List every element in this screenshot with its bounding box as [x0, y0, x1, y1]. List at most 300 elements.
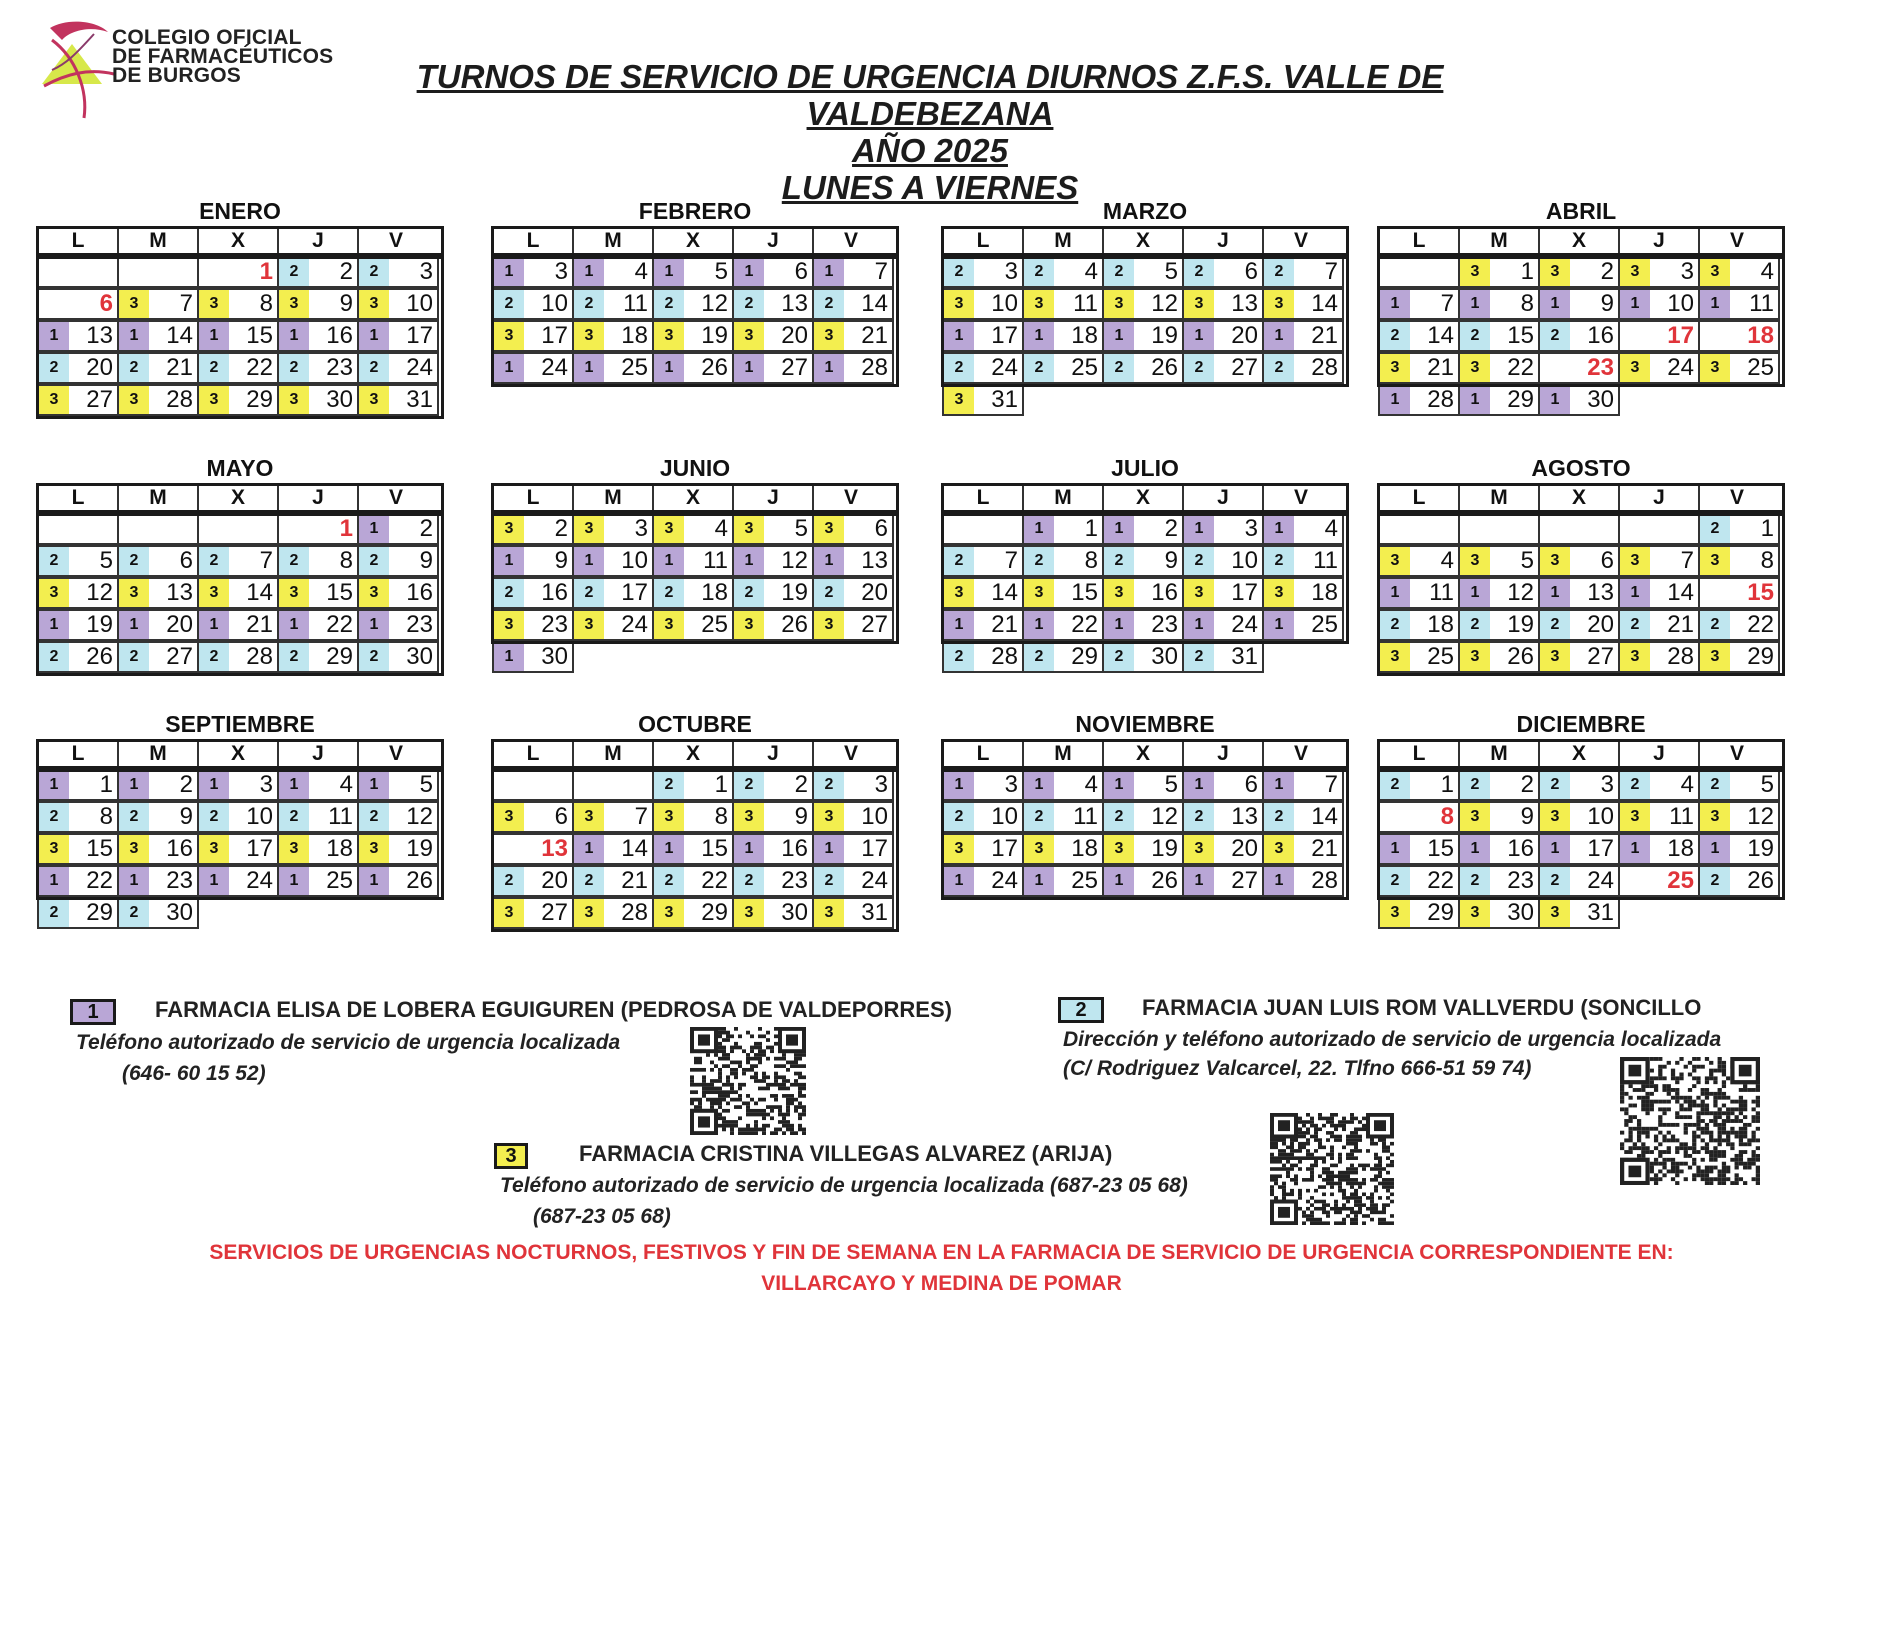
shift-number: 3: [1620, 354, 1650, 382]
shift-number: 2: [119, 547, 149, 575]
day-cell: [1022, 769, 1104, 801]
day-number: 15: [701, 835, 728, 862]
pharmacy-1-phone: (646- 60 15 52): [122, 1062, 266, 1085]
shift-number: 3: [1540, 803, 1570, 831]
shift-number: 1: [1380, 386, 1410, 414]
day-number: 7: [259, 547, 273, 574]
day-cell: [1102, 801, 1184, 833]
day-number: 25: [326, 867, 353, 894]
day-cell: [942, 577, 1024, 609]
day-number: 10: [1667, 290, 1694, 317]
day-number: 27: [166, 643, 193, 670]
day-cell: [1102, 513, 1184, 545]
day-cell: [1102, 320, 1184, 352]
day-number: 16: [326, 322, 353, 349]
day-cell: [1458, 256, 1540, 288]
empty-cell: [117, 513, 199, 545]
day-cell: [572, 801, 654, 833]
day-cell: [492, 545, 574, 577]
day-cell: [117, 577, 199, 609]
day-number: 16: [1587, 322, 1614, 349]
weekday-label: L: [494, 742, 574, 766]
shift-number: 3: [1460, 547, 1490, 575]
day-cell: [1378, 545, 1460, 577]
shift-number: 2: [1264, 354, 1294, 382]
weekday-label: V: [388, 229, 403, 252]
legend-box-2: 2: [1058, 997, 1104, 1023]
weekday-label: L: [39, 229, 119, 253]
day-number: 24: [991, 354, 1018, 381]
day-cell: [942, 609, 1024, 641]
shift-number: 1: [574, 547, 604, 575]
footer-line: SERVICIOS DE URGENCIAS NOCTURNOS, FESTIVOS Y FIN DE SEMANA EN LA FARMACIA DE SERVICIO DE URGENCIA CORRESPONDIENTE EN:: [209, 1241, 1674, 1264]
day-number: 3: [419, 258, 433, 285]
day-number: 16: [781, 835, 808, 862]
day-cell: [1538, 320, 1620, 352]
weekday-header: [1377, 483, 1785, 513]
shift-number: 2: [1460, 322, 1490, 350]
day-number: 15: [1507, 322, 1534, 349]
day-number: 7: [1680, 547, 1694, 574]
weekday-label: M: [1024, 229, 1104, 253]
day-cell: [37, 833, 119, 865]
day-cell: [277, 769, 359, 801]
day-cell: [1182, 769, 1264, 801]
day-cell: [37, 545, 119, 577]
day-cell: [1378, 384, 1460, 416]
day-cell: [37, 609, 119, 641]
day-cell: [197, 320, 279, 352]
day-number: 9: [1520, 803, 1534, 830]
shift-number: 3: [1540, 258, 1570, 286]
day-cell: [1102, 256, 1184, 288]
day-cell: [1458, 833, 1540, 865]
shift-number: 2: [119, 899, 149, 927]
day-cell: [357, 288, 439, 320]
day-cell: [812, 609, 894, 641]
shift-number: 1: [814, 547, 844, 575]
day-cell: [1262, 545, 1344, 577]
day-number: 27: [1587, 643, 1614, 670]
day-number: 31: [861, 899, 888, 926]
shift-number: 1: [1620, 835, 1650, 863]
shift-number: [1620, 322, 1650, 350]
day-cell: [357, 384, 439, 416]
day-number: 5: [419, 771, 433, 798]
day-number: 23: [541, 611, 568, 638]
day-cell: [652, 256, 734, 288]
day-number: 5: [1164, 771, 1178, 798]
shift-number: 2: [359, 258, 389, 286]
day-number: 3: [554, 258, 568, 285]
day-number: 10: [991, 290, 1018, 317]
day-cell: [197, 641, 279, 673]
day-cell: [732, 352, 814, 384]
weekday-label: V: [1729, 486, 1744, 509]
day-number: 1: [714, 771, 728, 798]
day-number: 23: [781, 867, 808, 894]
day-number: 19: [1747, 835, 1774, 862]
day-cell: [37, 320, 119, 352]
day-number: 17: [541, 322, 568, 349]
legend-box-3: 3: [494, 1143, 528, 1169]
month-name: JUNIO: [659, 455, 731, 481]
shift-number: 2: [734, 579, 764, 607]
shift-number: 2: [39, 643, 69, 671]
day-cell: [812, 833, 894, 865]
shift-number: 2: [1104, 803, 1134, 831]
day-cell: [1378, 609, 1460, 641]
day-cell: [1458, 384, 1540, 416]
day-cell: [1378, 833, 1460, 865]
day-number: 30: [326, 386, 353, 413]
shift-number: 1: [199, 322, 229, 350]
empty-cell: [1378, 256, 1460, 288]
shift-number: 2: [1540, 322, 1570, 350]
month-name: MARZO: [1102, 198, 1188, 224]
shift-number: 1: [1700, 290, 1730, 318]
day-cell: [942, 801, 1024, 833]
holiday-day-number: 18: [1747, 322, 1774, 349]
day-cell: [37, 769, 119, 801]
day-number: 10: [991, 803, 1018, 830]
shift-number: 1: [734, 835, 764, 863]
day-cell: [1262, 833, 1344, 865]
shift-number: 2: [39, 547, 69, 575]
shift-number: 3: [1620, 258, 1650, 286]
shift-number: 1: [1460, 290, 1490, 318]
shift-number: 2: [1380, 771, 1410, 799]
day-cell: [1378, 769, 1460, 801]
shift-number: 1: [814, 354, 844, 382]
day-number: 6: [1244, 771, 1258, 798]
shift-number: 2: [279, 258, 309, 286]
day-number: 18: [1427, 611, 1454, 638]
day-number: 15: [326, 579, 353, 606]
day-number: 13: [166, 579, 193, 606]
day-number: 30: [166, 899, 193, 926]
day-number: 29: [701, 899, 728, 926]
shift-number: 2: [1104, 258, 1134, 286]
day-cell: [1102, 288, 1184, 320]
day-cell: [1378, 641, 1460, 673]
month-agosto: [1377, 453, 1785, 670]
day-cell: [1458, 769, 1540, 801]
day-cell: [492, 256, 574, 288]
day-cell: [652, 577, 734, 609]
shift-number: 3: [199, 835, 229, 863]
day-cell: [37, 801, 119, 833]
weekday-label: V: [388, 742, 403, 765]
shift-number: 1: [39, 771, 69, 799]
title-year: AÑO 2025: [852, 132, 1008, 169]
day-cell: [942, 641, 1024, 673]
day-cell: [277, 545, 359, 577]
shift-number: 2: [1540, 611, 1570, 639]
shift-number: 3: [814, 611, 844, 639]
shift-number: 2: [574, 867, 604, 895]
day-number: 25: [701, 611, 728, 638]
shift-number: 1: [494, 258, 524, 286]
day-cell: [1022, 801, 1104, 833]
day-cell: [197, 769, 279, 801]
shift-number: 1: [119, 322, 149, 350]
weekday-label: X: [1540, 742, 1620, 766]
shift-number: 2: [1184, 258, 1214, 286]
day-number: 1: [1520, 258, 1534, 285]
day-cell: [732, 609, 814, 641]
shift-number: 3: [574, 322, 604, 350]
weekday-header: [491, 226, 899, 256]
shift-number: 2: [1024, 803, 1054, 831]
day-cell: [1262, 288, 1344, 320]
day-number: 17: [861, 835, 888, 862]
shift-number: 3: [39, 386, 69, 414]
shift-number: 2: [494, 867, 524, 895]
shift-number: 2: [119, 354, 149, 382]
day-number: 5: [794, 515, 808, 542]
day-number: 3: [1004, 258, 1018, 285]
day-number: 29: [326, 643, 353, 670]
shift-number: 3: [1540, 547, 1570, 575]
day-cell: [732, 288, 814, 320]
day-cell: [197, 384, 279, 416]
day-cell: [652, 320, 734, 352]
shift-number: 3: [1264, 835, 1294, 863]
pharmacy-3-info: Teléfono autorizado de servicio de urgencia localizada (687-23 05 68): [500, 1174, 1188, 1197]
shift-number: 2: [734, 867, 764, 895]
day-cell: [652, 352, 734, 384]
day-cell: [357, 609, 439, 641]
shift-number: 2: [39, 803, 69, 831]
shift-number: 2: [1460, 611, 1490, 639]
day-cell: [1182, 801, 1264, 833]
day-cell: [1262, 256, 1344, 288]
day-cell: [652, 865, 734, 897]
shift-number: 3: [279, 835, 309, 863]
day-cell: [1698, 320, 1780, 352]
day-cell: [1698, 288, 1780, 320]
shift-number: 3: [574, 899, 604, 927]
day-cell: [1102, 609, 1184, 641]
day-number: 4: [1324, 515, 1338, 542]
shift-number: 2: [654, 771, 684, 799]
weekday-label: X: [199, 486, 279, 510]
day-number: 14: [1667, 579, 1694, 606]
shift-number: [1620, 867, 1650, 895]
day-number: 16: [166, 835, 193, 862]
day-number: 7: [1324, 258, 1338, 285]
day-cell: [1458, 352, 1540, 384]
day-number: 9: [794, 803, 808, 830]
shift-number: 3: [944, 835, 974, 863]
day-cell: [1618, 609, 1700, 641]
day-number: 24: [246, 867, 273, 894]
shift-number: 3: [1024, 290, 1054, 318]
shift-number: 2: [1264, 803, 1294, 831]
day-number: 31: [1587, 899, 1614, 926]
shift-number: [1380, 803, 1410, 831]
day-number: 11: [1669, 803, 1694, 830]
day-cell: [1262, 769, 1344, 801]
day-cell: [812, 288, 894, 320]
holiday-day-number: 8: [1440, 803, 1454, 830]
shift-number: 3: [654, 515, 684, 543]
day-number: 4: [1084, 258, 1098, 285]
day-cell: [357, 577, 439, 609]
shift-number: 3: [1700, 643, 1730, 671]
weekday-label: X: [654, 486, 734, 510]
day-cell: [1022, 513, 1104, 545]
day-number: 10: [861, 803, 888, 830]
day-number: 18: [1071, 322, 1098, 349]
shift-number: 3: [119, 579, 149, 607]
day-number: 2: [339, 258, 353, 285]
shift-number: 3: [1460, 354, 1490, 382]
shift-number: 2: [654, 867, 684, 895]
shift-number: 3: [494, 803, 524, 831]
day-cell: [357, 320, 439, 352]
shift-number: 1: [1184, 515, 1214, 543]
shift-number: 2: [574, 290, 604, 318]
day-number: 17: [621, 579, 648, 606]
shift-number: 3: [1184, 290, 1214, 318]
day-number: 25: [1311, 611, 1338, 638]
shift-number: 3: [944, 290, 974, 318]
shift-number: [39, 290, 69, 318]
day-cell: [1378, 288, 1460, 320]
day-number: 18: [326, 835, 353, 862]
shift-number: 3: [944, 386, 974, 414]
day-cell: [357, 513, 439, 545]
shift-number: 1: [359, 611, 389, 639]
month-octubre: [491, 709, 899, 926]
day-number: 7: [874, 258, 888, 285]
day-number: 20: [86, 354, 113, 381]
day-number: 5: [1760, 771, 1774, 798]
shift-number: 1: [1184, 771, 1214, 799]
day-number: 25: [1071, 867, 1098, 894]
shift-number: 1: [1104, 867, 1134, 895]
weekday-label: M: [119, 486, 199, 510]
day-cell: [732, 320, 814, 352]
shift-number: [279, 515, 309, 543]
day-cell: [652, 897, 734, 929]
day-number: 12: [1747, 803, 1774, 830]
day-cell: [1618, 769, 1700, 801]
weekday-label: M: [574, 742, 654, 766]
shift-number: 3: [1620, 643, 1650, 671]
weekday-header: [1377, 226, 1785, 256]
shift-number: 1: [494, 354, 524, 382]
day-number: 8: [259, 290, 273, 317]
day-cell: [1378, 577, 1460, 609]
day-cell: [732, 513, 814, 545]
day-number: 5: [1164, 258, 1178, 285]
day-cell: [492, 352, 574, 384]
day-number: 18: [621, 322, 648, 349]
month-diciembre: [1377, 709, 1785, 926]
day-cell: [197, 577, 279, 609]
day-number: 20: [166, 611, 193, 638]
weekday-label: V: [843, 486, 858, 509]
shift-number: [494, 835, 524, 863]
weekday-label: V: [843, 229, 858, 252]
day-cell: [1698, 769, 1780, 801]
shift-number: 2: [1700, 611, 1730, 639]
shift-number: 1: [119, 867, 149, 895]
shift-number: 2: [39, 899, 69, 927]
shift-number: 1: [654, 258, 684, 286]
day-cell: [812, 769, 894, 801]
shift-number: 3: [1460, 803, 1490, 831]
day-cell: [572, 865, 654, 897]
day-number: 23: [326, 354, 353, 381]
day-cell: [942, 865, 1024, 897]
day-number: 4: [339, 771, 353, 798]
shift-number: 3: [1380, 547, 1410, 575]
weekday-header: [491, 739, 899, 769]
shift-number: 3: [359, 579, 389, 607]
day-number: 27: [1231, 867, 1258, 894]
day-number: 20: [1231, 322, 1258, 349]
empty-cell: [1538, 513, 1620, 545]
pharmacy-1-info: Teléfono autorizado de servicio de urgencia localizada: [76, 1031, 621, 1054]
shift-number: 2: [1380, 867, 1410, 895]
day-number: 20: [781, 322, 808, 349]
day-number: 2: [1600, 258, 1614, 285]
shift-number: 1: [1264, 611, 1294, 639]
month-mayo: [36, 453, 444, 670]
day-cell: [1022, 577, 1104, 609]
day-cell: [1698, 641, 1780, 673]
day-number: 28: [1427, 386, 1454, 413]
shift-number: 3: [1700, 547, 1730, 575]
day-number: 31: [406, 386, 433, 413]
day-number: 31: [1231, 643, 1258, 670]
weekday-label: J: [1184, 229, 1264, 253]
shift-number: 3: [1620, 803, 1650, 831]
day-number: 18: [1667, 835, 1694, 862]
day-number: 18: [1311, 579, 1338, 606]
shift-number: 1: [199, 611, 229, 639]
shift-number: 2: [1460, 867, 1490, 895]
day-cell: [732, 801, 814, 833]
day-number: 14: [1311, 290, 1338, 317]
shift-number: 3: [39, 835, 69, 863]
shift-number: 2: [944, 547, 974, 575]
day-number: 29: [1071, 643, 1098, 670]
day-number: 19: [1151, 835, 1178, 862]
shift-number: 2: [1700, 771, 1730, 799]
day-cell: [812, 865, 894, 897]
day-cell: [197, 833, 279, 865]
day-cell: [1182, 833, 1264, 865]
day-cell: [1022, 641, 1104, 673]
shift-number: 1: [944, 771, 974, 799]
shift-number: 2: [1700, 515, 1730, 543]
day-cell: [277, 609, 359, 641]
day-cell: [1022, 609, 1104, 641]
day-cell: [197, 865, 279, 897]
shift-number: 1: [494, 547, 524, 575]
day-number: 2: [794, 771, 808, 798]
day-cell: [1458, 288, 1540, 320]
shift-number: 3: [359, 835, 389, 863]
day-cell: [1698, 545, 1780, 577]
shift-number: 3: [1460, 899, 1490, 927]
day-cell: [572, 609, 654, 641]
